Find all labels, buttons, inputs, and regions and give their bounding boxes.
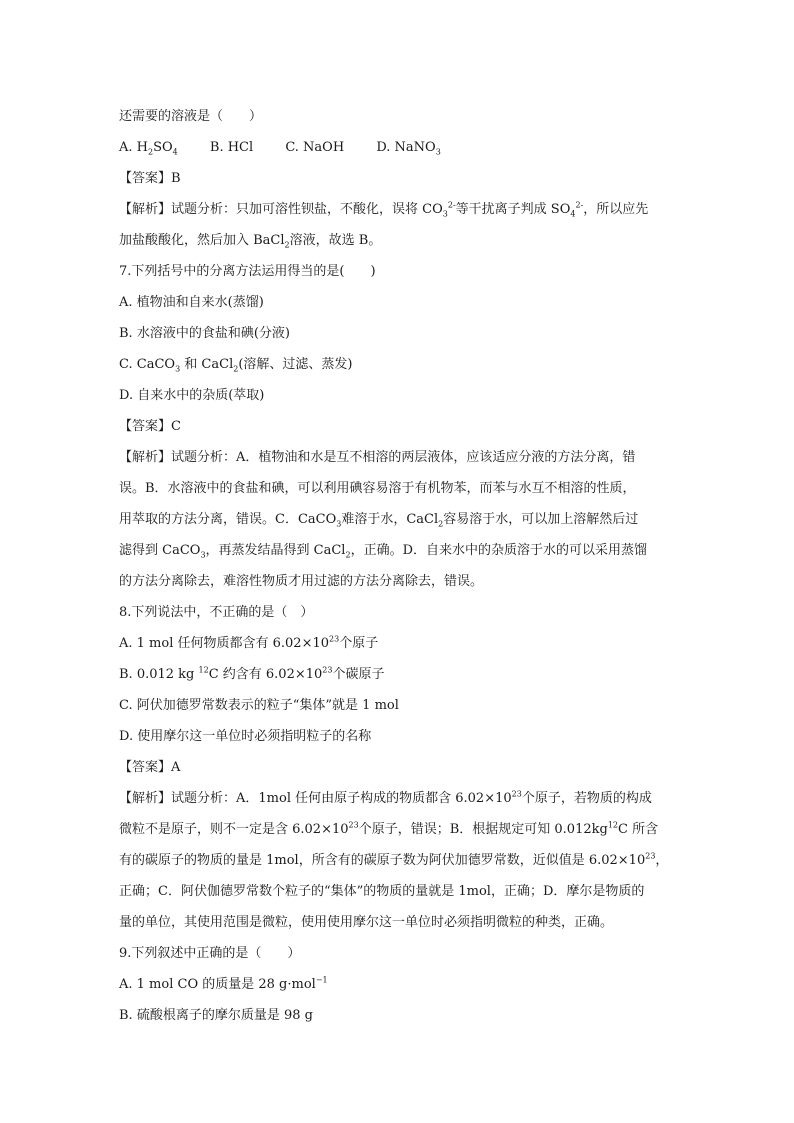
q6-option-a: A. $H_2SO_4$	[119, 140, 178, 157]
answer-tag: 【答案】	[119, 760, 172, 775]
q7-option-a: A. 植物油和自来水(蒸馏)	[119, 295, 264, 310]
q7-stem: 7.下列括号中的分离方法运用得当的是( )	[119, 264, 376, 279]
q7-analysis-line-4: 滤得到 CaCO$_3$，再蒸发结晶得到 CaCl$_2$，正确。D．自来水中的杂质溶于水的可以采用蒸馏	[119, 543, 647, 560]
q8-analysis-line-3: 有的碳原子的物质的量是 1mol，所含有的碳原子数为阿伏加德罗常数，近似值是 $6.02\times 10^{23}$，	[119, 851, 669, 868]
q9-stem: 9.下列叙述中正确的是（ ）	[119, 946, 301, 961]
q6-analysis-line-1: 【解析】试题分析：只加可溶性钡盐，不酸化，误将 $CO_3^{2-}$等干扰离子判成 $SO_4^{2-}$，所以应先	[119, 200, 649, 219]
answer-value: C	[171, 419, 181, 434]
q7-analysis-line-2: 误。B．水溶液中的食盐和碘，可以利用碘容易溶于有机物苯，而苯与水互不相溶的性质，	[119, 481, 636, 496]
q7-option-c: C. CaCO$_3$ 和 CaCl$_2$(溶解、过滤、蒸发)	[119, 357, 353, 374]
answer-value: B	[171, 171, 181, 186]
q8-option-d: D. 使用摩尔这一单位时必须指明粒子的名称	[119, 729, 372, 744]
q8-answer	[119, 752, 679, 783]
q8-analysis-line-5: 量的单位，其使用范围是微粒，使用使用摩尔这一单位时必须指明微粒的种类，正确。	[119, 915, 614, 930]
q7-option-d: D. 自来水中的杂质(萃取)	[119, 388, 265, 403]
q8-analysis-line-1: 【解析】试题分析：A．1mol 任何由原子构成的物质都含 $6.02\times 10^{23}$个原子，若物质的构成	[119, 789, 652, 806]
q8-stem: 8.下列说法中，不正确的是（ ）	[119, 605, 314, 620]
q7-analysis-line-3: 用萃取的方法分离，错误。C．CaCO$_3$难溶于水，CaCl$_2$容易溶于水，可以加上溶解然后过	[119, 512, 639, 529]
q9-option-b: B. 硫酸根离子的摩尔质量是 98 g	[119, 1008, 313, 1023]
q6-option-d: D. NaNO$_3$	[376, 140, 441, 157]
q7-analysis-line-1: 【解析】试题分析：A．植物油和水是互不相溶的两层液体，应该适应分液的方法分离，错	[119, 450, 636, 465]
q9-option-a: A. 1 mol CO 的质量是 28 g·mol$^{-1}$	[119, 975, 328, 992]
q6-analysis-line-2: 加盐酸酸化，然后加入 BaCl$_2$溶液，故选 B。	[119, 233, 382, 250]
analysis-tag: 【解析】	[119, 791, 172, 806]
answer-tag: 【答案】	[119, 171, 172, 186]
q8-option-c: C. 阿伏加德罗常数表示的粒子“集体”就是 1 mol	[119, 698, 399, 713]
q7-analysis-line-5: 的方法分离除去，难溶性物质才用过滤的方法分离除去，错误。	[119, 574, 484, 589]
q6-answer	[119, 163, 679, 194]
q6-stem-tail: 还需要的溶液是（ ）	[119, 109, 263, 124]
q8-analysis-line-2: 微粒不是原子，则不一定是含 $6.02\times 10^{23}$个原子，错误；B．根据规定可知 $0.012kg^{12}C$ 所含	[119, 820, 659, 837]
answer-tag: 【答案】	[119, 419, 172, 434]
q8-analysis-line-4: 正确；C．阿伏伽德罗常数个粒子的“集体”的物质的量就是 1mol，正确；D．摩尔是物质的	[119, 884, 645, 899]
q6-option-b: B. HCl	[209, 140, 254, 155]
q8-option-a: A. 1 mol 任何物质都含有 $6.02\times 10^{23}$个原子	[119, 634, 379, 651]
q8-option-b: B. 0.012 kg $^{12}$C 约含有 $6.02\times 10^{23}$个碳原子	[119, 665, 385, 682]
answer-value: A	[171, 760, 181, 775]
document-body	[119, 101, 679, 1031]
q7-answer	[119, 411, 679, 442]
analysis-tag: 【解析】	[119, 450, 172, 465]
q6-options	[119, 132, 679, 163]
q6-option-c: C. NaOH	[285, 140, 345, 155]
q7-option-b: B. 水溶液中的食盐和碘(分液)	[119, 326, 290, 341]
analysis-tag: 【解析】	[119, 202, 172, 217]
